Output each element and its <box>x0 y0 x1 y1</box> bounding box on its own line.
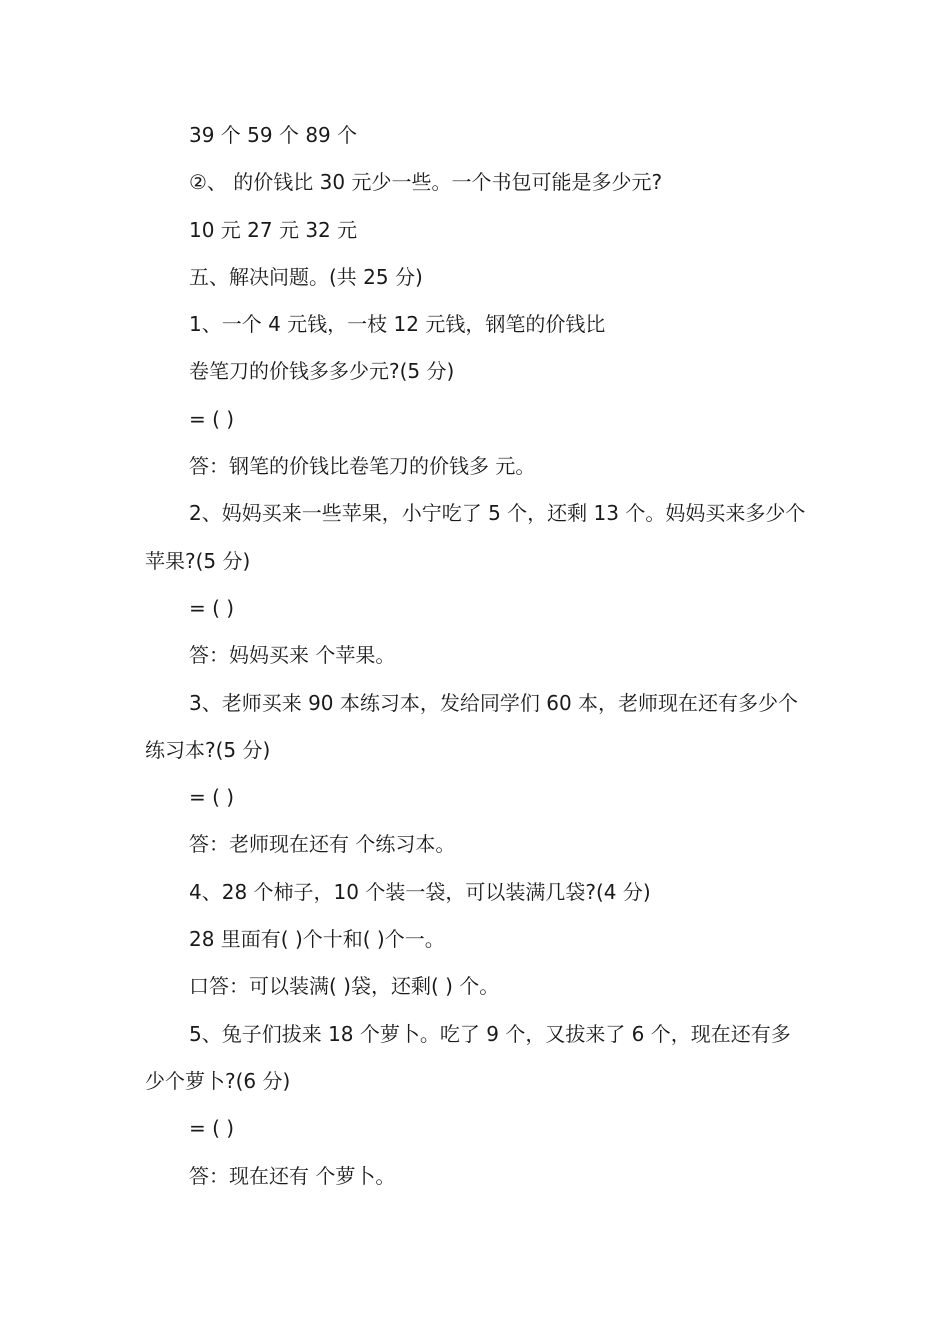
problem-2-answer: 答：妈妈买来 个苹果。 <box>189 643 396 668</box>
problem-5-text: 5、兔子们拔来 18 个萝卜。吃了 9 个，又拔来了 6 个，现在还有多少个萝卜?(6 分) <box>145 1021 791 1093</box>
problem-1-line-1: 1、一个 4 元钱，一枝 12 元钱，钢笔的价钱比 <box>189 312 606 337</box>
problem-2-text: 2、妈妈买来一些苹果，小宁吃了 5 个，还剩 13 个。妈妈买来多少个苹果?(5 分) <box>145 501 806 573</box>
answer-options-price: 10 元 27 元 32 元 <box>189 217 358 242</box>
page-content <box>145 112 810 1200</box>
answer-options-count: 39 个 59 个 89 个 <box>189 123 358 147</box>
problem-2-equation: = ( ) <box>189 595 235 620</box>
problem-3-text: 3、老师买来 90 本练习本，发给同学们 60 本，老师现在还有多少个练习本?(5 分) <box>145 690 799 762</box>
problem-5-equation: = ( ) <box>189 1116 235 1141</box>
problem-4-answer: 口答：可以装满( )袋，还剩( ) 个。 <box>189 974 500 999</box>
section-heading: 五、解决问题。(共 25 分) <box>189 264 423 289</box>
problem-1-line-2: 卷笔刀的价钱多多少元?(5 分) <box>189 359 455 384</box>
problem-5-answer: 答：现在还有 个萝卜。 <box>189 1163 396 1188</box>
problem-3-equation: = ( ) <box>189 785 235 810</box>
problem-4-text: 4、28 个柿子，10 个装一袋，可以装满几袋?(4 分) <box>189 879 651 904</box>
problem-1-equation: = ( ) <box>189 406 235 431</box>
problem-4-tens-ones: 28 里面有( )个十和( )个一。 <box>189 927 445 952</box>
problem-1-answer: 答：钢笔的价钱比卷笔刀的价钱多 元。 <box>189 454 536 479</box>
problem-3-answer: 答：老师现在还有 个练习本。 <box>189 832 456 857</box>
question-schoolbag-price: ②、 的价钱比 30 元少一些。一个书包可能是多少元? <box>189 170 663 195</box>
